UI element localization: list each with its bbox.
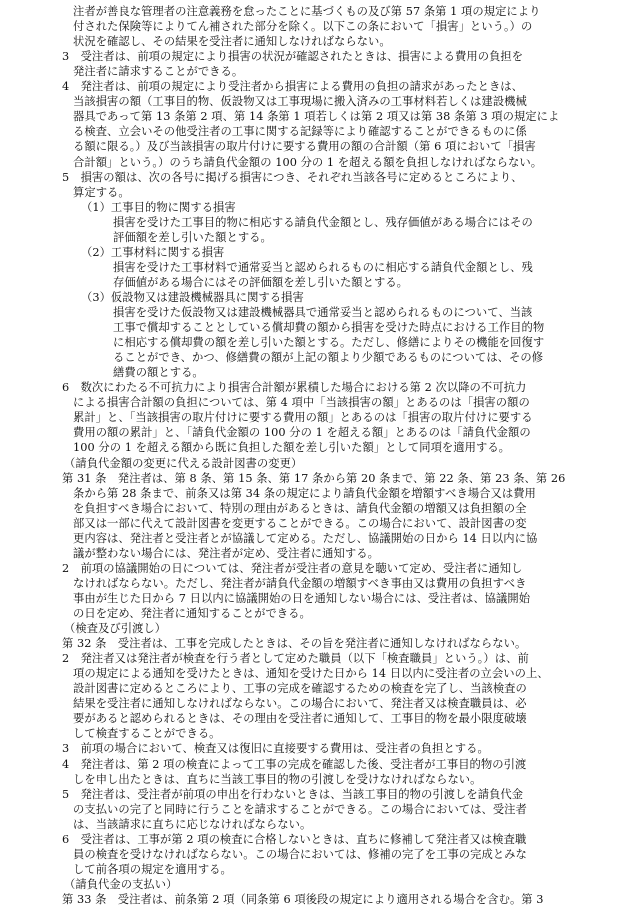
- text-line: 第 33 条 受注者は、前条第 2 項（同条第 6 項後段の規定により適用される場合を含む。第 3: [62, 892, 544, 906]
- text-line: 存価値がある場合にはその評価額を差し引いた額とする。: [113, 275, 409, 289]
- text-line: なければならない。ただし、発注者が請負代金額の増額すべき事由又は費用の負担すべき: [73, 576, 527, 590]
- text-line: 5 損害の額は、次の各号に掲げる損害につき、それぞれ当該各号に定めるところにより、: [62, 170, 523, 184]
- text-line: 議が整わない場合には、発注者が定め、受注者に通知する。: [73, 546, 379, 560]
- text-line: 4 発注者は、前項の規定により受注者から損害による費用の負担の請求があったときは、: [62, 80, 524, 94]
- text-line: 第 32 条 受注者は、工事を完成したときは、その旨を発注者に通知しなければならない。: [62, 637, 527, 651]
- text-line: は、当該請求に直ちに応じなければならない。: [73, 817, 312, 831]
- text-line: 損害を受けた工事材料で通常妥当と認められるものに相応する請負代金額とし、残: [113, 260, 533, 274]
- text-line: 繕費の額とする。: [113, 366, 204, 380]
- text-line: 設計図書に定めるところにより、工事の完成を確認するための検査を完了し、当該検査の: [73, 682, 527, 696]
- text-line: 算定する。: [73, 185, 130, 199]
- text-line: 員の検査を受けなければならない。この場合においては、修補の完了を工事の完成とみな: [73, 847, 527, 861]
- text-line: 5 発注者は、受注者が前項の申出を行わないときは、当該工事目的物の引渡しを請負代金: [62, 787, 524, 801]
- text-line: 第 31 条 発注者は、第 8 条、第 15 条、第 17 条から第 20 条まで、第 22 条、第 23 条、第 26: [62, 471, 566, 485]
- text-line: による損害合計額の負担については、第 4 項中「当該損害の額」とあるのは「損害の額の: [73, 396, 530, 410]
- text-line: る検査、立会いその他受注者の工事に関する記録等により確認することができるものに係: [73, 125, 527, 139]
- text-line: 当該損害の額（工事目的物、仮設物又は工事現場に搬入済みの工事材料若しくは建設機械: [73, 95, 527, 109]
- text-line: 6 受注者は、工事が第 2 項の検査に合格しないときは、直ちに修補して発注者又は検査職: [62, 832, 527, 846]
- text-line: 結果を受注者に通知しなければならない。この場合において、発注者又は検査職員は、必: [73, 697, 527, 711]
- text-line: る額に限る。）及び当該損害の取片付けに要する費用の額の合計額（第 6 項において「損害: [73, 140, 536, 154]
- text-line: 100 分の 1 を超える額から既に負担した額を差し引いた額」として同項を適用する。: [73, 441, 511, 455]
- text-line: 費用の額の累計」と、「請負代金額の 100 分の 1 を超える額」とあるのは「請負代金額の: [73, 426, 531, 440]
- text-line: （3）仮設物又は建設機械器具に関する損害: [81, 290, 304, 304]
- text-line: 2 前項の協議開始の日については、発注者が受注者の意見を聴いて定め、受注者に通知し: [62, 561, 523, 575]
- text-line: 器具であって第 13 条第 2 項、第 14 条第 1 項若しくは第 2 項又は第 38 条第 3 項の規定によ: [73, 110, 560, 124]
- text-line: しを申し出たときは、直ちに当該工事目的物の引渡しを受けなければならない。: [73, 772, 482, 786]
- text-line: 要があると認められるときは、その理由を受注者に通知して、工事目的物を最小限度破壊: [73, 712, 527, 726]
- text-line: 条から第 28 条まで、前条又は第 34 条の規定により請負代金額を増額すべき場合又は費用: [73, 486, 536, 500]
- text-line: を負担すべき場合において、特別の理由があるときは、請負代金額の増額又は負担額の全: [73, 501, 527, 515]
- text-line: 合計額」という。）のうち請負代金額の 100 分の 1 を超える額を負担しなければならない。: [73, 155, 543, 169]
- text-line: 6 数次にわたる不可抗力により損害合計額が累積した場合における第 2 次以降の不可抗力: [62, 381, 527, 395]
- text-line: 更内容は、発注者と受注者とが協議して定める。ただし、協議開始の日から 14 日以内に協: [73, 531, 538, 545]
- text-line: （請負代金額の変更に代える設計図書の変更）: [64, 456, 303, 470]
- text-line: に相応する償却費の額を差し引いた額とする。ただし、修繕によりその機能を回復す: [113, 336, 545, 350]
- text-line: の支払いの完了と同時に行うことを請求することができる。この場合においては、受注者: [73, 802, 527, 816]
- text-line: して前各項の規定を適用する。: [73, 862, 232, 876]
- text-line: 付された保険等によりてん補された部分を除く。以下この条において「損害」という。）の: [73, 20, 533, 34]
- text-line: 4 発注者は、第 2 項の検査によって工事の完成を確認した後、受注者が工事目的物の引渡: [62, 757, 527, 771]
- text-line: 状況を確認し、その結果を受注者に通知しなければならない。: [73, 35, 391, 49]
- text-line: 部又は一部に代えて設計図書を変更することができる。この場合において、設計図書の変: [73, 516, 527, 530]
- text-line: （2）工事材料に関する損害: [81, 245, 225, 259]
- text-line: 注者が善良な管理者の注意義務を怠ったことに基づくもの及び第 57 条第 1 項の規定により: [73, 5, 541, 18]
- text-line: 損害を受けた工事目的物に相応する請負代金額とし、残存価値がある場合にはその: [113, 215, 533, 229]
- text-line: 3 受注者は、前項の規定により損害の状況が確認されたときは、損害による費用の負担を: [62, 50, 524, 64]
- text-line: 事由が生じた日から 7 日以内に協議開始の日を通知しない場合には、受注者は、協議開始: [73, 591, 531, 605]
- text-line: 損害を受けた仮設物又は建設機械器具で通常妥当と認められるものについて、当該: [113, 306, 533, 319]
- text-line: して検査することができる。: [73, 727, 221, 741]
- text-line: 発注者に請求することができる。: [73, 65, 244, 79]
- text-line: 3 前項の場合において、検査又は復旧に直接要する費用は、受注者の負担とする。: [62, 742, 489, 756]
- text-line: 2 発注者又は発注者が検査を行う者として定めた職員（以下「検査職員」という。）は、前: [62, 652, 529, 666]
- text-line: 項の規定による通知を受けたときは、通知を受けた日から 14 日以内に受注者の立会いの上、: [73, 667, 549, 681]
- text-line: （請負代金の支払い）: [64, 877, 178, 891]
- text-line: 評価額を差し引いた額とする。: [113, 230, 272, 244]
- text-line: 累計」と、「当該損害の取片付けに要する費用の額」とあるのは「損害の取片付けに要する: [73, 411, 533, 425]
- text-line: （検査及び引渡し）: [64, 622, 167, 636]
- text-line: （1）工事目的物に関する損害: [81, 200, 236, 214]
- text-line: 工事で償却することとしている償却費の額から損害を受けた時点における工作目的物: [113, 321, 545, 335]
- text-line: の日を定め、発注者に通知することができる。: [73, 607, 311, 620]
- text-line: ることができ、かつ、修繕費の額が上記の額より少額であるものについては、その修: [113, 351, 544, 365]
